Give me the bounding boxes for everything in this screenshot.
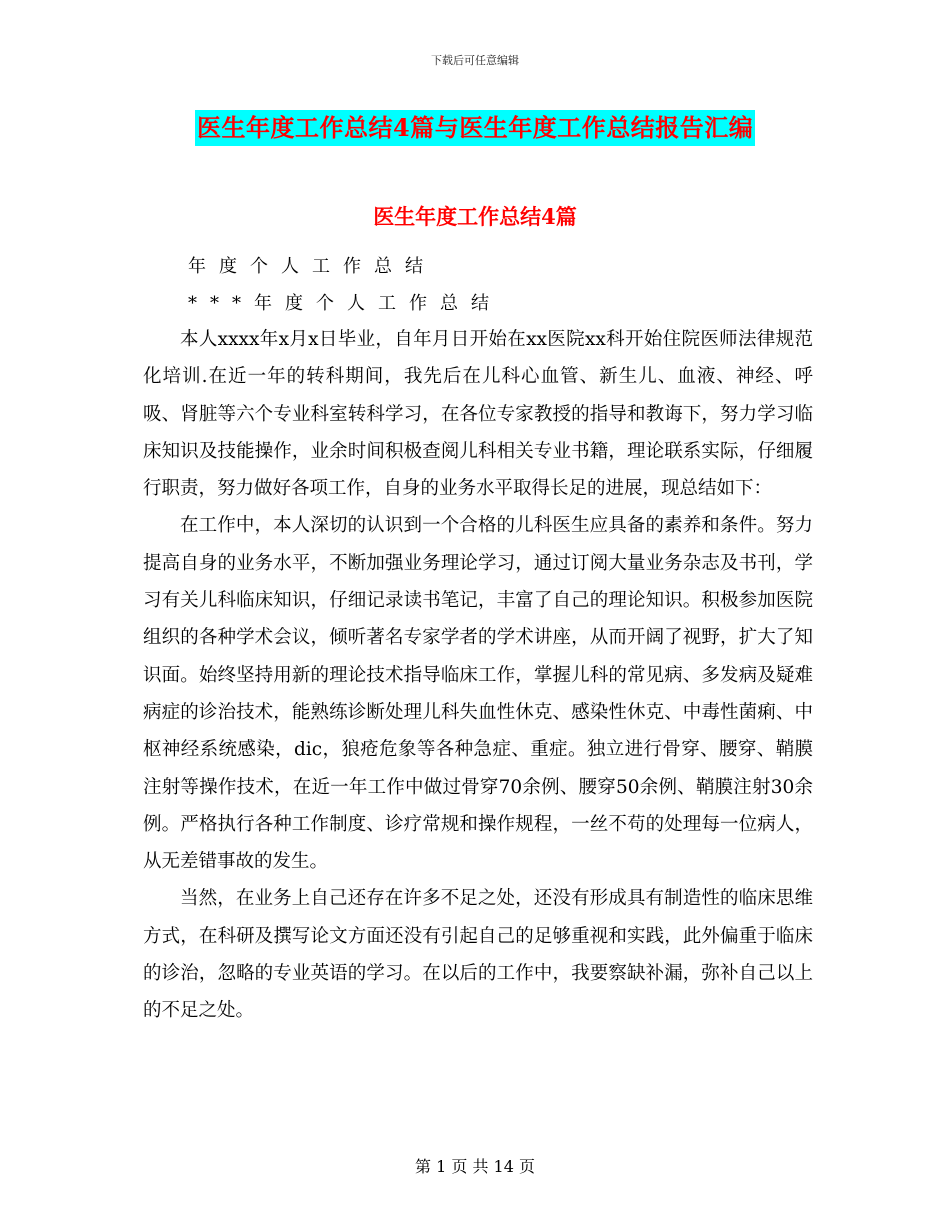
- paragraph-1: 本人xxxx年x月x日毕业，自年月日开始在xx医院xx科开始住院医师法律规范化培训.在近一年的转科期间，我先后在儿科心血管、新生儿、血液、神经、呼吸、肾脏等六个专业科室转科学习，在各位专家教授的指导和教诲下，努力学习临床知识及技能操作，业余时间积极查阅儿科相关专业书籍，理论联系实际，仔细履行职责，努力做好各项工作，自身的业务水平取得长足的进展，现总结如下：: [143, 329, 813, 500]
- paragraph-2: 在工作中，本人深切的认识到一个合格的儿科医生应具备的素养和条件。努力提高自身的业务水平，不断加强业务理论学习，通过订阅大量业务杂志及书刊，学习有关儿科临床知识，仔细记录读书笔记，丰富了自己的理论知识。积极参加医院组织的各种学术会议，倾听著名专家学者的学术讲座，从而开阔了视野，扩大了知识面。始终坚持用新的理论技术指导临床工作，掌握儿科的常见病、多发病及疑难病症的诊治技术，能熟练诊断处理儿科失血性休克、感染性休克、中毒性菌痢、中枢神经系统感染，dic，狼疮危象等各种急症、重症。独立进行骨穿、腰穿、鞘膜注射等操作技术，在近一年工作中做过骨穿70余例、腰穿50余例、鞘膜注射30余例。严格执行各种工作制度、诊疗常规和操作规程，一丝不苟的处理每一位病人，从无差错事故的发生。: [143, 515, 813, 873]
- subheading-annual-summary: 年度个人工作总结: [188, 256, 436, 277]
- paragraph-3: 当然，在业务上自己还存在许多不足之处，还没有形成具有制造性的临床思维方式，在科研及撰写论文方面还没有引起自己的足够重视和实践，此外偏重于临床的诊治，忽略的专业英语的学习。在以后的工作中，我要察缺补漏，弥补自己以上的不足之处。: [143, 888, 813, 1022]
- document-body: [143, 321, 813, 1030]
- section-title: 医生年度工作总结4篇: [373, 204, 577, 229]
- subheading-year-summary: ***年度个人工作总结: [188, 293, 502, 314]
- page-footer: 第 1 页 共 14 页: [415, 1157, 535, 1176]
- header-note: 下载后可任意编辑: [431, 54, 519, 67]
- document-title: 医生年度工作总结4篇与医生年度工作总结报告汇编: [195, 110, 755, 146]
